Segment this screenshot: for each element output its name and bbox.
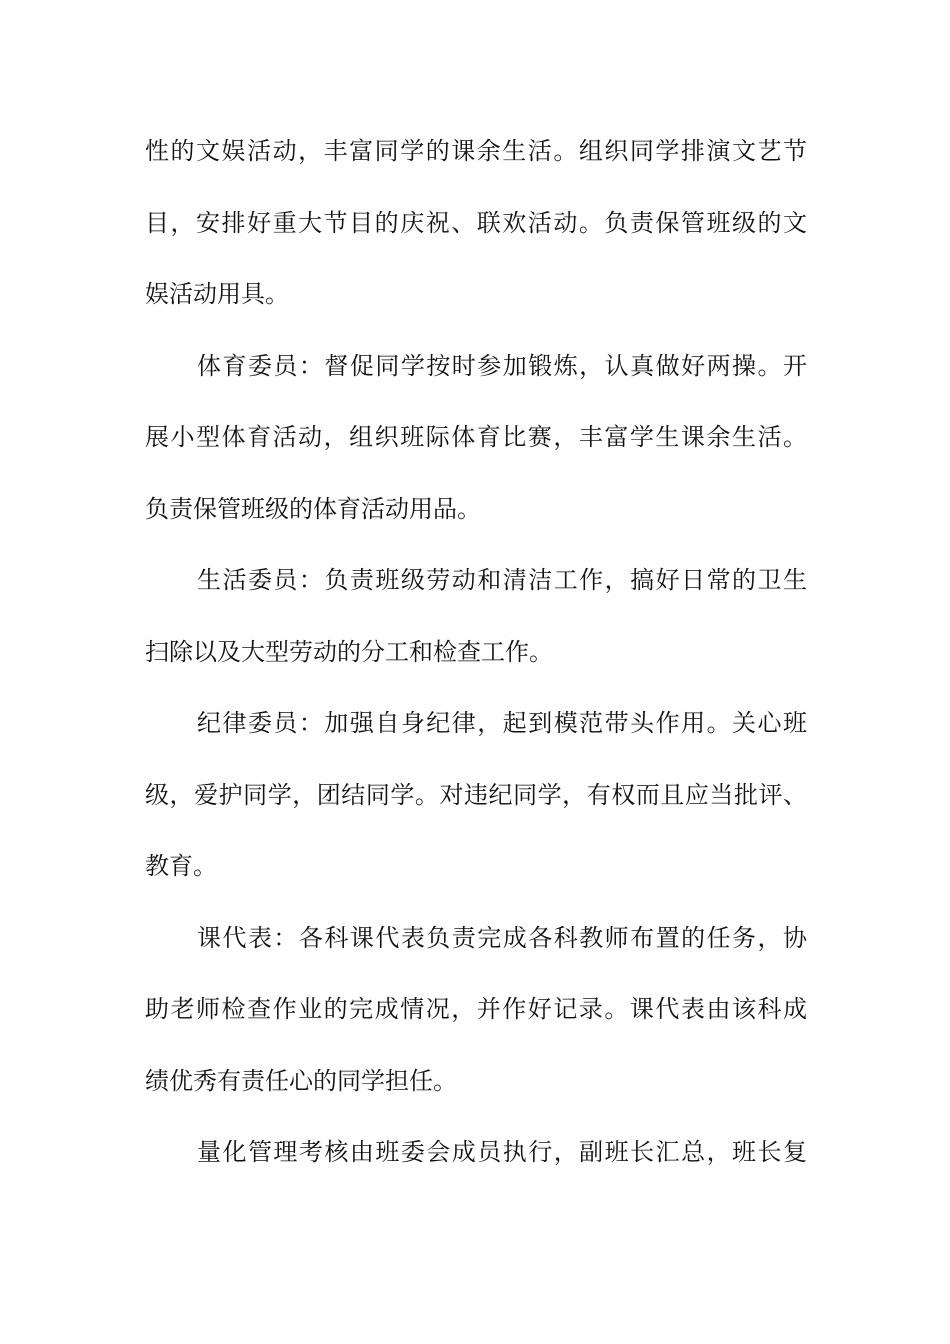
text-line: 级，爱护同学，团结同学。对违纪同学，有权而且应当批评、 (145, 780, 807, 809)
text-line: 目，安排好重大节目的庆祝、联欢活动。负责保管班级的文 (145, 208, 807, 237)
paragraph-start-line: 体育委员：督促同学按时参加锻炼，认真做好两操。开 (197, 351, 807, 380)
text-line: 扫除以及大型劳动的分工和检查工作。 (145, 637, 553, 666)
text-line: 负责保管班级的体育活动用品。 (145, 494, 481, 523)
text-line: 助老师检查作业的完成情况，并作好记录。课代表由该科成 (145, 995, 807, 1023)
text-line: 教育。 (145, 852, 217, 880)
paragraph-start-line: 量化管理考核由班委会成员执行，副班长汇总，班长复 (197, 1138, 807, 1166)
paragraph-start-line: 课代表：各科课代表负责完成各科教师布置的任务，协 (197, 923, 807, 952)
paragraph-start-line: 纪律委员：加强自身纪律，起到模范带头作用。关心班 (197, 709, 807, 737)
paragraph-start-line: 生活委员：负责班级劳动和清洁工作，搞好日常的卫生 (197, 566, 807, 594)
text-line: 展小型体育活动，组织班际体育比赛，丰富学生课余生活。 (145, 423, 807, 451)
text-line: 绩优秀有责任心的同学担任。 (145, 1066, 457, 1095)
text-line: 娱活动用具。 (145, 280, 289, 308)
text-line: 性的文娱活动，丰富同学的课余生活。组织同学排演文艺节 (145, 137, 807, 165)
document-body (145, 122, 807, 1195)
